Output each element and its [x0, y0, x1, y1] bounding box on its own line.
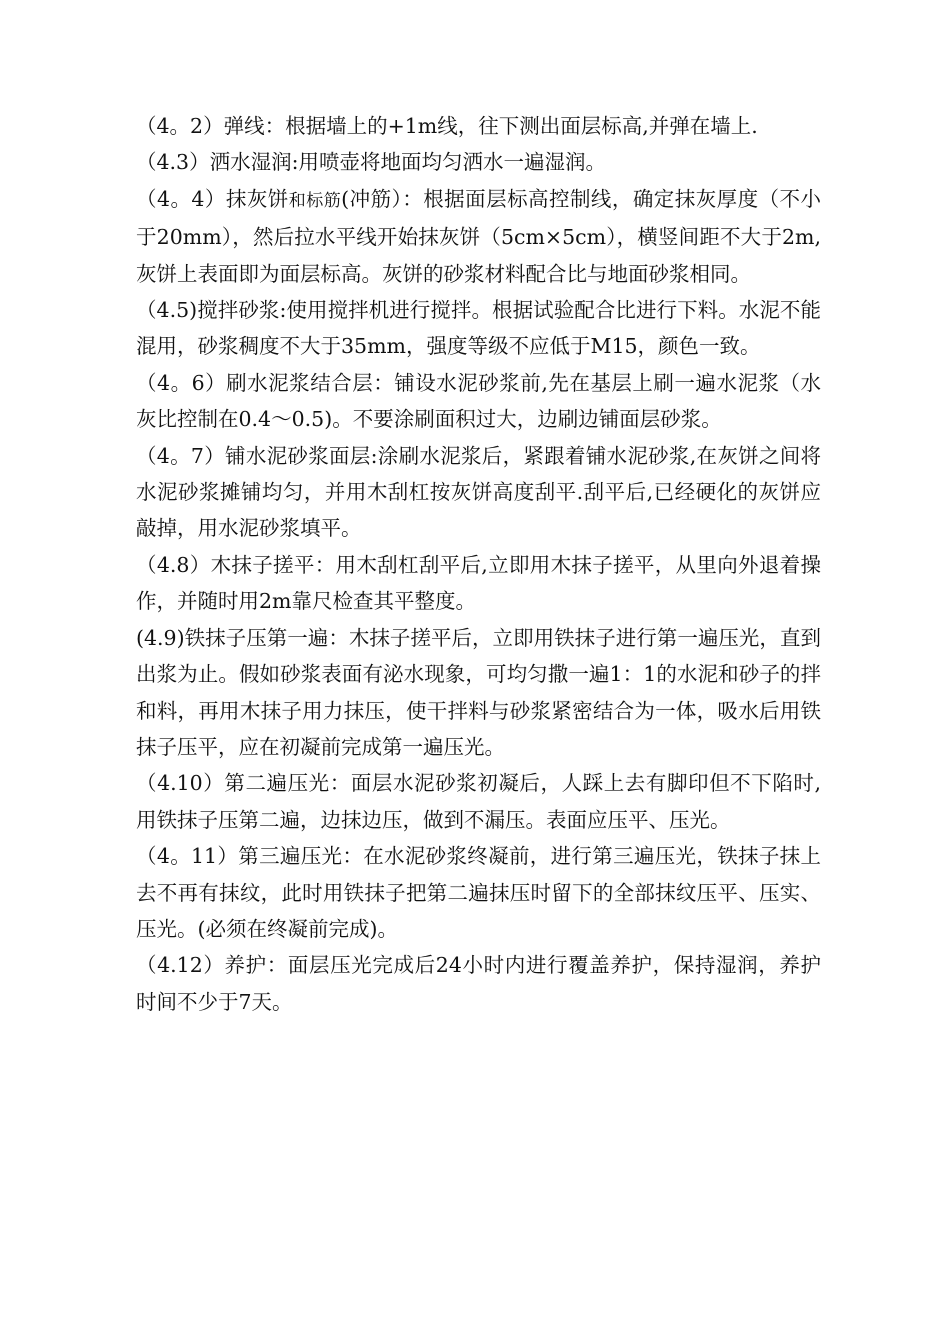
- paragraph-4-8: [136, 547, 821, 620]
- paragraph-4-4: [136, 181, 821, 292]
- paragraph-4-2: [136, 108, 821, 144]
- paragraph-4-5: [136, 292, 821, 365]
- paragraph-text: （4。6）刷水泥浆结合层：铺设水泥砂浆前,先在基层上刷一遍水泥浆（水灰比控制在0.4～0.5)。不要涂刷面积过大，边刷边铺面层砂浆。: [136, 370, 821, 432]
- document-body: [136, 108, 821, 1020]
- paragraph-text: （4.10）第二遍压光：面层水泥砂浆初凝后，人踩上去有脚印但不下陷时,用铁抹子压第二遍，边抹边压，做到不漏压。表面应压平、压光。: [136, 771, 821, 832]
- paragraph-4-9: [136, 620, 821, 766]
- paragraph-text: （4.8）木抹子搓平：用木刮杠刮平后,立即用木抹子搓平，从里向外退着操作，并随时用2m靠尺检查其平整度。: [136, 552, 821, 614]
- paragraph-text: （4.3）洒水湿润:用喷壶将地面均匀洒水一遍湿润。: [136, 150, 607, 175]
- paragraph-text: （4.5)搅拌砂浆:使用搅拌机进行搅拌。根据试验配合比进行下料。水泥不能混用，砂浆稠度不大于35mm，强度等级不应低于M15，颜色一致。: [136, 298, 821, 359]
- paragraph-text: （4。7）铺水泥砂浆面层:涂刷水泥浆后，紧跟着铺水泥砂浆,在灰饼之间将水泥砂浆摊铺均匀，并用木刮杠按灰饼高度刮平.刮平后,已经硬化的灰饼应敲掉，用水泥砂浆填平。: [136, 443, 821, 541]
- paragraph-text-continued: (冲筋）：根据面层标高控制线，确定抹灰厚度（不小于20mm），然后拉水平线开始抹灰饼（5cm×5cm），横竖间距不大于2m,灰饼上表面即为面层标高。灰饼的砂浆材料配合比与地面砂浆相同。: [136, 186, 822, 286]
- paragraph-4-3: [136, 144, 821, 180]
- paragraph-text: （4。2）弹线：根据墙上的+1m线，往下测出面层标高,并弹在墙上.: [136, 114, 758, 138]
- paragraph-4-10: [136, 765, 821, 838]
- paragraph-text: (4.9)铁抹子压第一遍：木抹子搓平后，立即用铁抹子进行第一遍压光，直到出浆为止。假如砂浆表面有泌水现象，可均匀撒一遍1：1的水泥和砂子的拌和料，再用木抹子用力抹压，使干拌料与砂浆紧密结合为一体，吸水后用铁抹子压平，应在初凝前完成第一遍压光。: [136, 625, 821, 759]
- paragraph-text: （4。11）第三遍压光：在水泥砂浆终凝前，进行第三遍压光，铁抹子抹上去不再有抹纹，此时用铁抹子把第二遍抹压时留下的全部抹纹压平、压实、压光。(必须在终凝前完成)。: [136, 844, 821, 941]
- paragraph-text: （4。4）抹灰饼: [136, 186, 289, 211]
- paragraph-small-text: 和标筋: [288, 190, 342, 211]
- paragraph-4-12: [136, 947, 821, 1020]
- paragraph-text: （4.12）养护：面层压光完成后24小时内进行覆盖养护，保持湿润，养护时间不少于7天。: [136, 953, 821, 1014]
- paragraph-4-7: [136, 438, 821, 547]
- paragraph-4-11: [136, 838, 821, 947]
- paragraph-4-6: [136, 365, 821, 438]
